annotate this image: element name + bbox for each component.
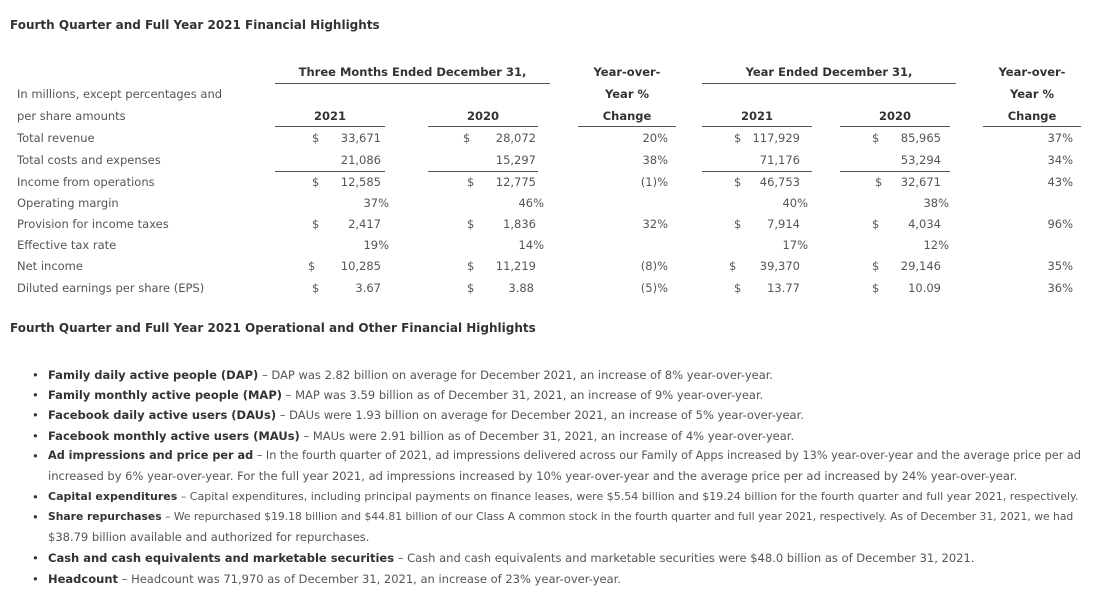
three-months-rule xyxy=(275,83,550,84)
currency-symbol: $ xyxy=(312,131,320,145)
bullet-term: Capital expenditures xyxy=(48,490,178,503)
y-yoy-header-line1: Year-over- xyxy=(998,65,1066,79)
bullet-text: – In the fourth quarter of 2021, ad impressions delivered across our Family of Apps increased by 13% year-over-year and the average price per ad xyxy=(253,449,1081,462)
currency-symbol: $ xyxy=(308,259,316,273)
q-change-value: (1)% xyxy=(640,175,668,189)
y2021-value: 117,929 xyxy=(752,131,800,145)
bullet-text: – MAUs were 2.91 billion as of December 31, 2021, an increase of 4% year-over-year. xyxy=(299,429,795,443)
currency-symbol: $ xyxy=(729,259,737,273)
bullet-text: – Headcount was 71,970 as of December 31, 2021, an increase of 23% year-over-year. xyxy=(118,572,621,586)
q2020-value: 15,297 xyxy=(495,153,536,167)
currency-symbol: $ xyxy=(875,175,883,189)
row-label: Operating margin xyxy=(17,196,119,210)
q2021-value: 10,285 xyxy=(340,259,381,273)
q-yoy-header-line1: Year-over- xyxy=(593,65,661,79)
y2020-value: 32,671 xyxy=(900,175,941,189)
col-q-2021-rule xyxy=(275,126,385,127)
col-q-2021: 2021 xyxy=(313,109,346,123)
currency-symbol: $ xyxy=(872,281,880,295)
currency-symbol: $ xyxy=(872,259,880,273)
q-change-value: (8)% xyxy=(640,259,668,273)
q-change-value: 32% xyxy=(642,217,668,231)
operational-highlights-heading: Fourth Quarter and Full Year 2021 Operational and Other Financial Highlights xyxy=(10,321,536,335)
subtotal-rule xyxy=(702,171,812,172)
currency-symbol: $ xyxy=(463,131,471,145)
col-y-2020: 2020 xyxy=(878,109,911,123)
row-label: Provision for income taxes xyxy=(17,217,169,231)
q2021-value: 2,417 xyxy=(348,217,381,231)
bullet-term: Family monthly active people (MAP) xyxy=(48,388,283,402)
bullet-dot: • xyxy=(32,408,39,422)
three-months-header: Three Months Ended December 31, xyxy=(298,65,527,79)
q-yoy-header-line3: Change xyxy=(602,109,652,123)
currency-symbol: $ xyxy=(467,175,475,189)
q-change-value: 20% xyxy=(642,131,668,145)
subtotal-rule xyxy=(275,171,385,172)
row-label: Total revenue xyxy=(17,131,95,145)
bullet-text: – Cash and cash equivalents and marketable securities were $48.0 billion as of December 31, 2021. xyxy=(394,551,975,565)
table-stub-line2: per share amounts xyxy=(17,109,126,123)
bullet-term: Family daily active people (DAP) xyxy=(48,368,259,382)
q2020-value: 12,775 xyxy=(495,175,536,189)
y-yoy-rule xyxy=(983,126,1081,127)
full-year-rule xyxy=(702,83,956,84)
q-yoy-rule xyxy=(578,126,676,127)
y-change-value: 43% xyxy=(1047,175,1073,189)
bullet-dot: • xyxy=(32,429,39,443)
full-year-header: Year Ended December 31, xyxy=(745,65,913,79)
y-change-value: 36% xyxy=(1047,281,1073,295)
bullet-term: Ad impressions and price per ad xyxy=(48,449,254,462)
bullet-text: – DAUs were 1.93 billion on average for December 2021, an increase of 5% year-over-year. xyxy=(276,408,804,422)
y-change-value: 96% xyxy=(1047,217,1073,231)
table-stub-line1: In millions, except percentages and xyxy=(17,87,223,101)
subtotal-rule xyxy=(428,171,538,172)
bullet-text: – MAP was 3.59 billion as of December 31, 2021, an increase of 9% year-over-year. xyxy=(282,388,764,402)
currency-symbol: $ xyxy=(312,217,320,231)
bullet-dot: • xyxy=(32,490,39,504)
q2021-value: 3.67 xyxy=(355,281,381,295)
bullet-dot: • xyxy=(32,510,39,524)
y-yoy-header-line3: Change xyxy=(1007,109,1057,123)
q-change-value: 38% xyxy=(642,153,668,167)
row-label: Total costs and expenses xyxy=(17,153,161,167)
currency-symbol: $ xyxy=(312,175,320,189)
currency-symbol: $ xyxy=(467,259,475,273)
subtotal-rule xyxy=(840,171,950,172)
col-y-2021-rule xyxy=(702,126,812,127)
y2021-value: 46,753 xyxy=(759,175,800,189)
bullet-term: Headcount xyxy=(48,572,119,586)
bullet-dot: • xyxy=(32,388,39,402)
bullet-dot: • xyxy=(32,572,39,586)
bullet-continuation: increased by 6% year-over-year. For the full year 2021, ad impressions increased by 10% year-over-year and the average price per ad increased by 24% year-over-year. xyxy=(48,469,1018,483)
col-y-2021: 2021 xyxy=(740,109,773,123)
y-change-value: 35% xyxy=(1047,259,1073,273)
currency-symbol: $ xyxy=(312,281,320,295)
y-change-value: 37% xyxy=(1047,131,1073,145)
y2020-value: 29,146 xyxy=(900,259,941,273)
bullet-term: Facebook monthly active users (MAUs) xyxy=(48,429,300,443)
currency-symbol: $ xyxy=(734,281,742,295)
row-label: Diluted earnings per share (EPS) xyxy=(17,281,205,295)
q2020-value: 14% xyxy=(518,238,544,252)
y2021-value: 39,370 xyxy=(759,259,800,273)
q2021-value: 12,585 xyxy=(340,175,381,189)
q2020-value: 3.88 xyxy=(508,281,534,295)
currency-symbol: $ xyxy=(734,131,742,145)
q-yoy-header-line2: Year % xyxy=(604,87,650,101)
y2020-value: 38% xyxy=(923,196,949,210)
currency-symbol: $ xyxy=(872,217,880,231)
q2020-value: 28,072 xyxy=(495,131,536,145)
bullet-text: – DAP was 2.82 billion on average for December 2021, an increase of 8% year-over-year. xyxy=(258,368,774,382)
row-label: Effective tax rate xyxy=(17,238,117,252)
q2021-value: 37% xyxy=(363,196,389,210)
financial-highlights-heading: Fourth Quarter and Full Year 2021 Financial Highlights xyxy=(10,18,380,32)
y2020-value: 10.09 xyxy=(908,281,941,295)
currency-symbol: $ xyxy=(467,217,475,231)
bullet-dot: • xyxy=(32,551,39,565)
q2021-value: 21,086 xyxy=(340,153,381,167)
bullet-continuation: $38.79 billion available and authorized for repurchases. xyxy=(48,530,370,544)
currency-symbol: $ xyxy=(734,175,742,189)
bullet-term: Facebook daily active users (DAUs) xyxy=(48,408,277,422)
y2021-value: 7,914 xyxy=(767,217,800,231)
bullet-text: – Capital expenditures, including principal payments on finance leases, were $5.54 billion and $19.24 billion for the fourth quarter and full year 2021, respectively. xyxy=(177,490,1079,503)
q2020-value: 1,836 xyxy=(503,217,536,231)
row-label: Net income xyxy=(17,259,83,273)
currency-symbol: $ xyxy=(872,131,880,145)
q2021-value: 33,671 xyxy=(340,131,381,145)
currency-symbol: $ xyxy=(734,217,742,231)
bullet-term: Share repurchases xyxy=(48,510,162,523)
y2020-value: 12% xyxy=(923,238,949,252)
y2021-value: 17% xyxy=(782,238,808,252)
bullet-dot: • xyxy=(32,449,39,463)
y2020-value: 4,034 xyxy=(908,217,941,231)
y2020-value: 85,965 xyxy=(900,131,941,145)
col-q-2020-rule xyxy=(428,126,538,127)
bullet-text: – We repurchased $19.18 billion and $44.81 billion of our Class A common stock in the fourth quarter and full year 2021, respectively. As of December 31, 2021, we had xyxy=(161,510,1074,523)
y2021-value: 71,176 xyxy=(759,153,800,167)
currency-symbol: $ xyxy=(467,281,475,295)
q2021-value: 19% xyxy=(363,238,389,252)
y-change-value: 34% xyxy=(1047,153,1073,167)
y-yoy-header-line2: Year % xyxy=(1009,87,1055,101)
q2020-value: 46% xyxy=(518,196,544,210)
col-q-2020: 2020 xyxy=(466,109,499,123)
q2020-value: 11,219 xyxy=(495,259,536,273)
y2020-value: 53,294 xyxy=(900,153,941,167)
row-label: Income from operations xyxy=(17,175,155,189)
bullet-term: Cash and cash equivalents and marketable securities xyxy=(48,551,395,565)
y2021-value: 13.77 xyxy=(767,281,800,295)
col-y-2020-rule xyxy=(840,126,950,127)
y2021-value: 40% xyxy=(782,196,808,210)
bullet-dot: • xyxy=(32,368,39,382)
q-change-value: (5)% xyxy=(640,281,668,295)
